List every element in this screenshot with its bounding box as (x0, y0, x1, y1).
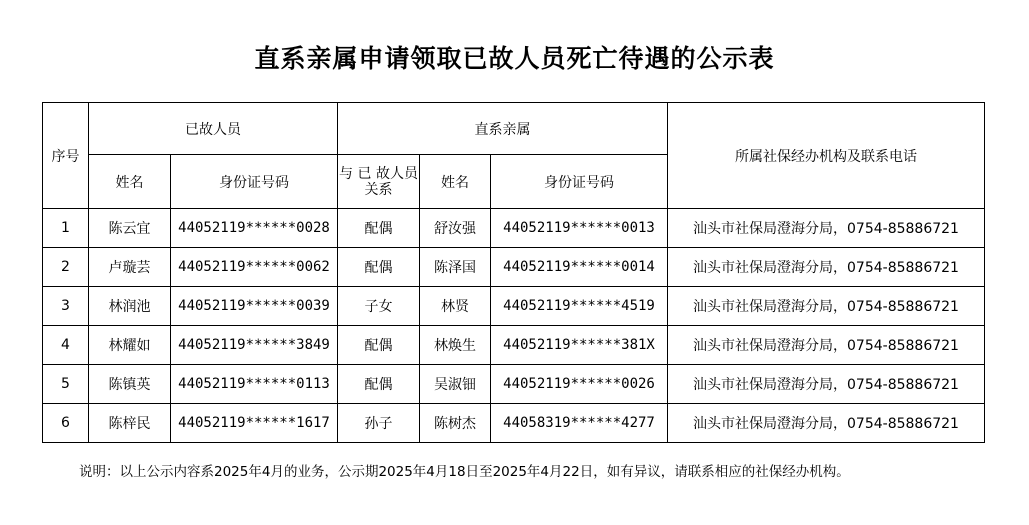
cell-relation: 配偶 (338, 209, 420, 248)
cell-agency: 汕头市社保局澄海分局，0754-85886721 (668, 365, 985, 404)
table-row (43, 404, 985, 443)
cell-relative-id: 44052119******0014 (491, 248, 668, 287)
cell-agency: 汕头市社保局澄海分局，0754-85886721 (668, 326, 985, 365)
cell-relative-id: 44058319******4277 (491, 404, 668, 443)
cell-agency: 汕头市社保局澄海分局，0754-85886721 (668, 404, 985, 443)
cell-relative-id: 44052119******381X (491, 326, 668, 365)
cell-deceased-id: 44052119******0113 (171, 365, 338, 404)
cell-relative-id: 44052119******0026 (491, 365, 668, 404)
cell-agency: 汕头市社保局澄海分局，0754-85886721 (668, 287, 985, 326)
cell-relation: 配偶 (338, 248, 420, 287)
cell-seq: 6 (43, 404, 89, 443)
cell-seq: 1 (43, 209, 89, 248)
cell-relation: 子女 (338, 287, 420, 326)
cell-deceased-id: 44052119******3849 (171, 326, 338, 365)
table-row (43, 248, 985, 287)
cell-deceased-name: 陈镇英 (89, 365, 171, 404)
cell-deceased-name: 陈云宜 (89, 209, 171, 248)
cell-deceased-id: 44052119******0039 (171, 287, 338, 326)
header-seq: 序号 (43, 103, 89, 209)
cell-deceased-name: 陈梓民 (89, 404, 171, 443)
cell-deceased-name: 林耀如 (89, 326, 171, 365)
header-relation: 与 已 故人员关系 (338, 155, 420, 209)
header-deceased-id: 身份证号码 (171, 155, 338, 209)
cell-relation: 孙子 (338, 404, 420, 443)
cell-relative-name: 林贤 (420, 287, 491, 326)
cell-relative-name: 陈树杰 (420, 404, 491, 443)
cell-relation: 配偶 (338, 326, 420, 365)
cell-agency: 汕头市社保局澄海分局，0754-85886721 (668, 209, 985, 248)
notice-table (42, 102, 985, 443)
cell-seq: 4 (43, 326, 89, 365)
cell-deceased-name: 卢璇芸 (89, 248, 171, 287)
cell-deceased-id: 44052119******0028 (171, 209, 338, 248)
cell-deceased-id: 44052119******0062 (171, 248, 338, 287)
cell-relative-name: 吴淑钿 (420, 365, 491, 404)
page-title: 直系亲属申请领取已故人员死亡待遇的公示表 (254, 44, 775, 73)
footnote: 说明：以上公示内容系2025年4月的业务，公示期2025年4月18日至2025年4月22日，如有异议，请联系相应的社保经办机构。 (79, 464, 850, 480)
cell-relative-name: 舒汝强 (420, 209, 491, 248)
header-relative-name: 姓名 (420, 155, 491, 209)
cell-relative-id: 44052119******0013 (491, 209, 668, 248)
header-deceased-name: 姓名 (89, 155, 171, 209)
cell-relation: 配偶 (338, 365, 420, 404)
cell-deceased-id: 44052119******1617 (171, 404, 338, 443)
header-deceased-group: 已故人员 (89, 103, 338, 155)
cell-seq: 3 (43, 287, 89, 326)
header-relative-id: 身份证号码 (491, 155, 668, 209)
cell-seq: 2 (43, 248, 89, 287)
table-row (43, 209, 985, 248)
cell-relative-name: 陈泽国 (420, 248, 491, 287)
header-relative-group: 直系亲属 (338, 103, 668, 155)
cell-relative-name: 林焕生 (420, 326, 491, 365)
table-row (43, 365, 985, 404)
table-row (43, 326, 985, 365)
cell-seq: 5 (43, 365, 89, 404)
cell-deceased-name: 林润池 (89, 287, 171, 326)
header-row-1 (43, 103, 985, 155)
cell-agency: 汕头市社保局澄海分局，0754-85886721 (668, 248, 985, 287)
header-agency: 所属社保经办机构及联系电话 (668, 103, 985, 209)
cell-relative-id: 44052119******4519 (491, 287, 668, 326)
table-row (43, 287, 985, 326)
